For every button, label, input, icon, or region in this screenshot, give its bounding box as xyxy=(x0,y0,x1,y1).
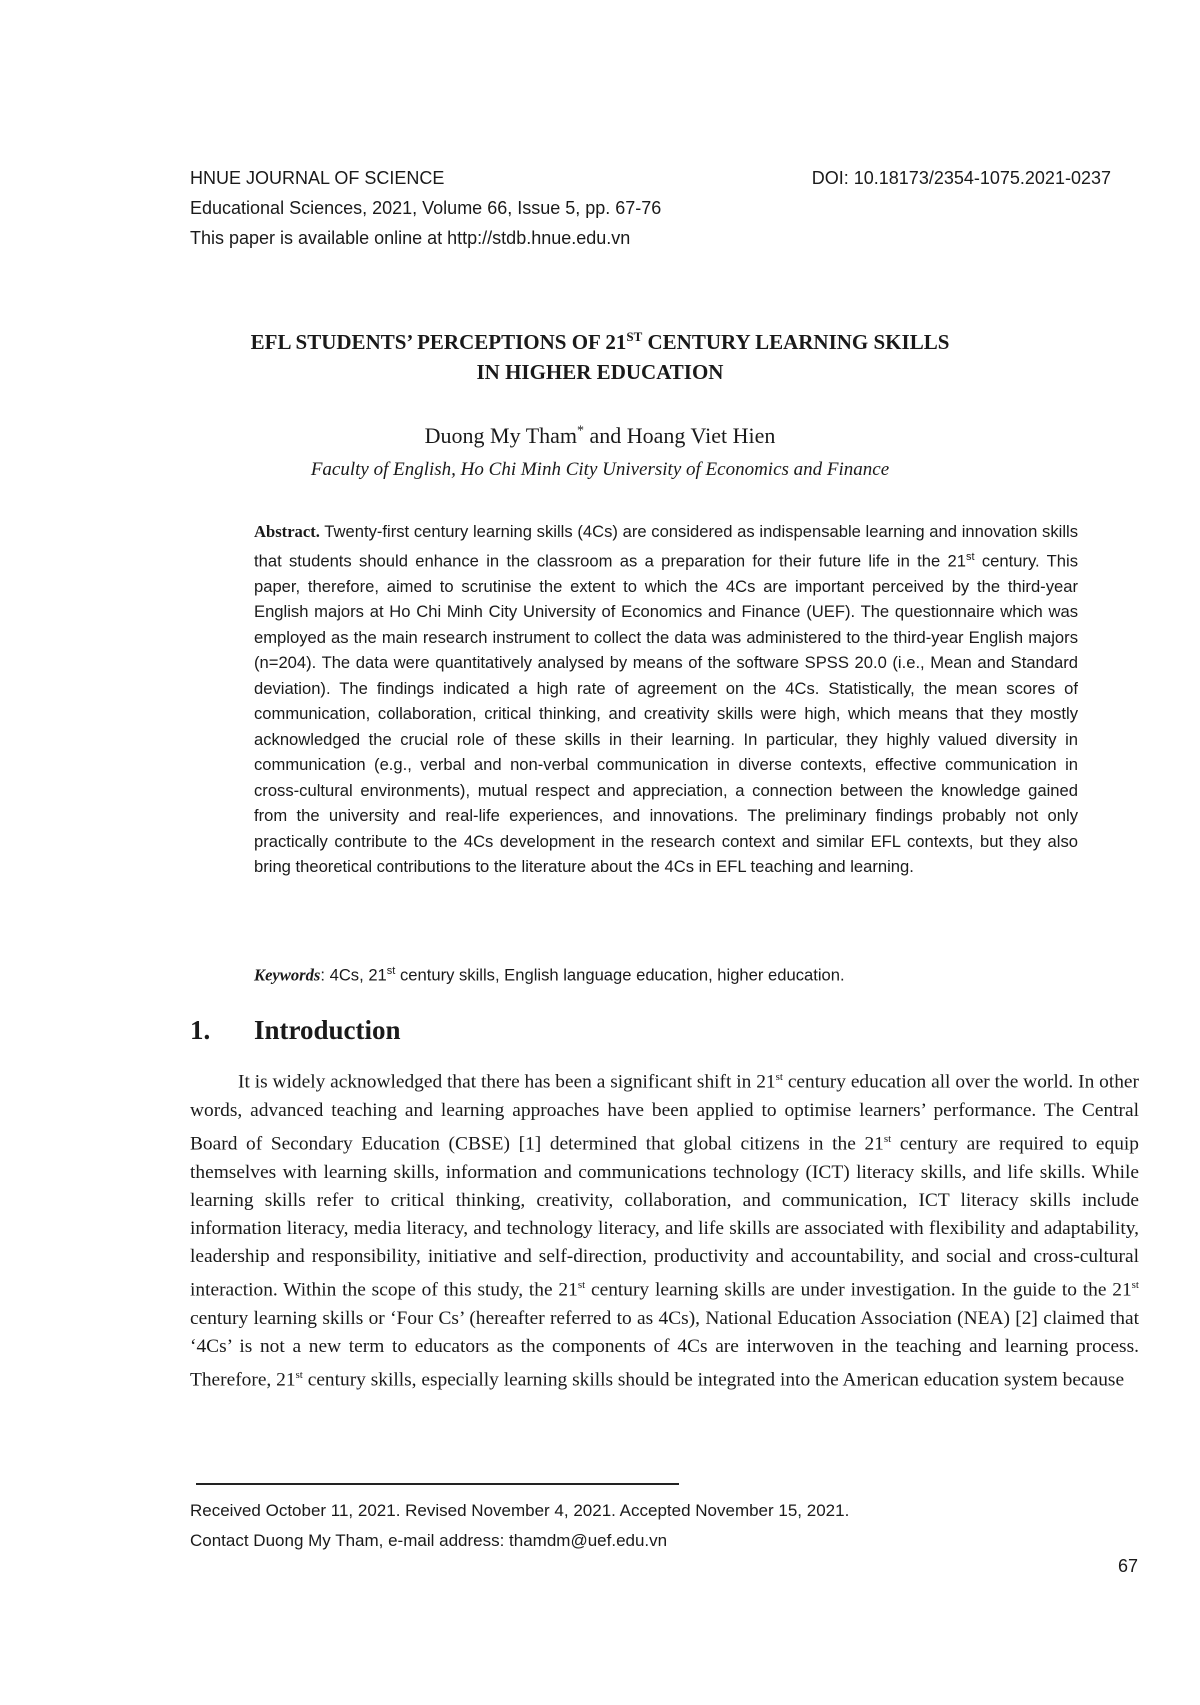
section-heading xyxy=(190,1015,401,1046)
abstract-text-2: century. This paper, therefore, aimed to scrutinise the extent to which the 4Cs are important perceived by the third-year English majors at Ho Chi Minh City University of Economics and Finance (UEF). The questionnaire which was employed as the main research instrument to collect the data was administered to the third-year English majors (n=204). The data were quantitatively analysed by means of the software SPSS 20.0 (i.e., Mean and Standard deviation). The findings indicated a high rate of agreement on the 4Cs. Statistically, the mean scores of communication, collaboration, critical thinking, and creativity skills were high, which means that they mostly acknowledged the crucial role of these skills in their learning. In particular, they highly valued diversity in communication (e.g., verbal and non-verbal communication in diverse contexts, effective communication in cross-cultural environments), mutual respect and appreciation, a connection between the knowledge gained from the university and real-life experiences, and innovations. The preliminary findings probably not only practically contribute to the 4Cs development in the research context and similar EFL contexts, but they also bring theoretical contributions to the literature about the 4Cs in EFL teaching and learning. xyxy=(254,551,1078,877)
keywords-ordinal: st xyxy=(386,965,396,977)
keywords-text-1: : 4Cs, 21 xyxy=(320,965,387,985)
title-line-2: IN HIGHER EDUCATION xyxy=(476,360,724,384)
journal-issue: Educational Sciences, 2021, Volume 66, Issue 5, pp. 67-76 xyxy=(190,198,662,218)
footnote-dates: Received October 11, 2021. Revised November 4, 2021. Accepted November 15, 2021. xyxy=(190,1501,850,1520)
section-number: 1. xyxy=(190,1015,211,1045)
page-number: 67 xyxy=(1117,1556,1138,1576)
intro-text: It is widely acknowledged that there has been a significant shift in 21 xyxy=(238,1071,776,1093)
title-part-2: CENTURY LEARNING SKILLS xyxy=(642,330,950,354)
abstract-label: Abstract. xyxy=(254,522,320,541)
journal-name: HNUE JOURNAL OF SCIENCE xyxy=(190,168,445,188)
corresponding-author-mark: * xyxy=(577,423,585,439)
doi: DOI: 10.18173/2354-1075.2021-0237 xyxy=(811,168,1111,188)
ordinal-sup: st xyxy=(1131,1279,1139,1292)
author-first: Duong My Tham xyxy=(424,423,578,448)
ordinal-sup: st xyxy=(883,1132,892,1145)
ordinal-sup: st xyxy=(775,1071,783,1083)
ordinal-sup: st xyxy=(295,1369,303,1382)
abstract xyxy=(254,519,1078,880)
title-superscript: ST xyxy=(626,329,643,344)
keywords xyxy=(254,965,1078,986)
abstract-text-1: Twenty-first century learning skills (4Cs) are considered as indispensable learning and innovation skills that students should enhance in the classroom as a preparation for their future life in the 21 xyxy=(254,522,1078,571)
journal-availability: This paper is available online at http://stdb.hnue.edu.vn xyxy=(190,228,631,248)
intro-text: century skills, especially learning skills should be integrated into the American education system because xyxy=(302,1369,1125,1391)
intro-text: century learning skills or ‘Four Cs’ (hereafter referred to as 4Cs), National Education Association (NEA) [2] claimed that ‘4Cs’ is not a new term to educators as the components of 4Cs are interwoven in the teaching and learning process. Therefore, 21 xyxy=(190,1308,1139,1391)
intro-text: century learning skills are under investigation. In the guide to the 21 xyxy=(585,1279,1132,1301)
journal-header xyxy=(190,163,661,253)
keywords-label: Keywords xyxy=(254,965,321,985)
ordinal-sup: st xyxy=(577,1279,586,1292)
title-part-1: EFL STUDENTS’ PERCEPTIONS OF 21 xyxy=(250,330,627,354)
section-title: Introduction xyxy=(254,1015,401,1045)
footnote-contact: Contact Duong My Tham, e-mail address: thamdm@uef.edu.vn xyxy=(190,1531,668,1550)
intro-paragraph xyxy=(190,1063,1139,1395)
abstract-ordinal: st xyxy=(965,550,975,563)
author-rest: and Hoang Viet Hien xyxy=(584,423,776,448)
footnote-divider xyxy=(196,1483,679,1485)
footnotes xyxy=(190,1496,849,1556)
intro-text: century education all over the world. In other words, advanced teaching and learning approaches have been applied to optimise learners’ performance. The Central Board of Secondary Education (CBSE) [1] determined that global citizens in the 21 xyxy=(190,1071,1139,1155)
intro-text: century are required to equip themselves with learning skills, information and communications technology (ICT) literacy skills, and life skills. While learning skills refer to critical thinking, creativity, collaboration, and communication, ICT literacy skills include information literacy, media literacy, and technology literacy, and life skills are associated with flexibility and adaptability, leadership and responsibility, initiative and self-direction, productivity and accountability, and social and cross-cultural interaction. Within the scope of this study, the 21 xyxy=(190,1133,1139,1301)
affiliation: Faculty of English, Ho Chi Minh City University of Economics and Finance xyxy=(310,459,890,480)
paper-title xyxy=(200,322,1000,387)
authors xyxy=(200,423,1000,449)
keywords-text-2: century skills, English language education, higher education. xyxy=(395,965,845,985)
